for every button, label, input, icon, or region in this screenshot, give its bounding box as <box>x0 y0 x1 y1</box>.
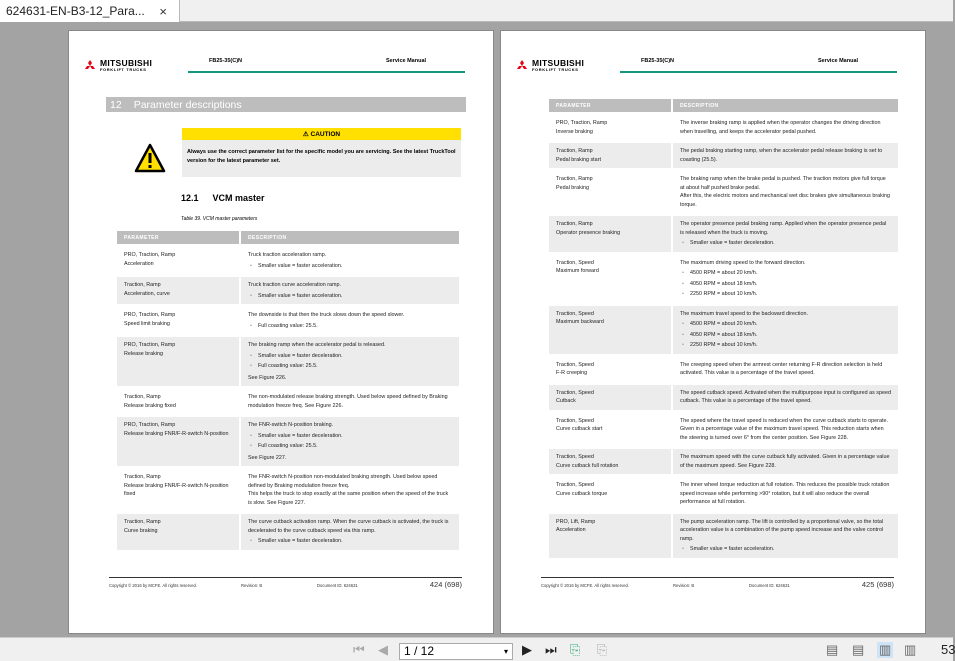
document-id: Document ID: 624631 <box>749 583 790 588</box>
parameter-text: Operator presence braking <box>556 229 621 236</box>
rotate-forward-icon[interactable]: ⎘ <box>597 642 608 657</box>
description-cell <box>671 413 898 447</box>
description-text: The maximum speed with the curve cutback fully activated. Given in a percentage value of the maximum speed. See Figure 228. <box>680 454 890 469</box>
parameter-text: Acceleration, curve <box>124 290 170 297</box>
parameter-text: PRO, Traction, Ramp <box>124 252 176 258</box>
parameter-text: Traction, Ramp <box>556 176 593 182</box>
first-page-icon[interactable]: ⏮ <box>353 642 365 657</box>
table-row <box>549 306 898 354</box>
next-page-icon[interactable]: ▶ <box>522 642 532 657</box>
bullet-item: • 2250 RPM = about 10 km/h. <box>680 341 891 350</box>
revision: Revision: B <box>673 583 695 588</box>
description-text: The speed cutback speed. Activated when the multipurpose input is configured as speed cutback. This value is a percentage of the travel speed. <box>680 389 891 404</box>
description-text: The speed where the travel speed is reduced when the curve cutback starts to operate. Given in a percentage value of the maximum travel speed. This reduction starts when the steering is turned over 6° from the center position. See Figure 228. <box>680 417 888 441</box>
brand: MITSUBISHI <box>100 58 153 68</box>
parameter-text: Traction, Speed <box>556 389 594 396</box>
section-number: 12 <box>110 99 122 111</box>
subsection-heading <box>181 193 279 203</box>
parameter-text: Traction, Ramp <box>124 394 161 400</box>
parameter-text: Traction, Speed <box>556 417 594 424</box>
description-text: The curve cutback activation ramp. When the curve cutback is activated, the truck is decelerated to the curve cutback speed via this ramp. <box>248 519 449 534</box>
model-label: FB25-35(C)N <box>641 58 675 64</box>
page-number: 424 (698) <box>429 580 462 589</box>
parameter-cell <box>549 143 671 168</box>
bullet-item: • Smaller value = faster deceleration. <box>248 537 452 546</box>
description-cell <box>671 171 898 213</box>
description-cell <box>239 417 459 466</box>
parameter-text: Traction, Ramp <box>556 221 593 227</box>
parameter-text: Release braking FNR/F-R-switch N-position fixed <box>124 482 229 497</box>
bullet-item: • Full coasting value: 25.5. <box>248 322 452 331</box>
description-cell <box>671 385 898 410</box>
parameter-cell <box>549 477 671 511</box>
parameter-cell <box>117 389 239 414</box>
table-row <box>549 216 898 252</box>
manual-label: Service Manual <box>818 58 859 64</box>
description-text: The maximum driving speed to the forward direction. <box>680 259 806 266</box>
parameter-text: Curve cutback torque <box>556 490 608 497</box>
col-parameter: PARAMETER <box>549 99 671 112</box>
description-text: See Figure 227. <box>248 454 287 461</box>
mitsubishi-logo <box>515 59 584 72</box>
description-text: The braking ramp when the brake pedal is pushed. The traction motors give full torque at about half pushed brake pedal. <box>680 176 886 191</box>
table-row <box>117 277 459 304</box>
table-row <box>117 514 459 550</box>
description-cell <box>239 389 459 414</box>
description-text: The pedal braking starting ramp, when the accelerator pedal release braking is set to coasting (25.5). <box>680 148 883 163</box>
parameter-cell <box>117 307 239 334</box>
parameter-text: Curve cutback start <box>556 426 603 432</box>
revision: Revision: B <box>241 583 263 588</box>
parameter-cell <box>549 514 671 558</box>
page-footer <box>109 577 462 591</box>
description-text: The maximum travel speed to the backward direction. <box>680 310 808 317</box>
table-row <box>117 469 459 511</box>
description-text: After this, the electric motors and mechanical wet disc brakes give simultaneous braking torque. <box>680 193 891 208</box>
page-value: 1 / 12 <box>404 644 435 658</box>
table-row <box>549 449 898 474</box>
parameter-table <box>549 96 898 561</box>
description-cell <box>239 337 459 386</box>
parameter-cell <box>549 413 671 447</box>
bullet-item: • Smaller value = faster deceleration. <box>248 352 452 361</box>
description-cell <box>239 247 459 274</box>
page-424 <box>68 30 494 634</box>
parameter-text: PRO, Traction, Ramp <box>124 422 176 428</box>
parameter-table <box>117 228 459 553</box>
bullet-item: • 2250 RPM = about 10 km/h. <box>680 290 891 299</box>
table-row <box>117 417 459 466</box>
bullet-item: • 4500 RPM = about 20 km/h. <box>680 269 891 278</box>
viewer-toolbar <box>0 637 953 661</box>
parameter-text: Maximum backward <box>556 319 604 325</box>
parameter-text: Release braking <box>124 350 163 357</box>
bullet-item: • Smaller value = faster acceleration. <box>248 262 452 271</box>
description-cell <box>671 255 898 303</box>
description-text: Truck traction curve acceleration ramp. <box>248 282 341 288</box>
table-row <box>549 143 898 168</box>
bullet-item: • 4050 RPM = about 18 km/h. <box>680 280 891 289</box>
parameter-text: PRO, Traction, Ramp <box>124 312 176 318</box>
parameter-cell <box>549 385 671 410</box>
table-row <box>549 171 898 213</box>
parameter-text: Traction, Ramp <box>124 519 161 525</box>
page-footer <box>541 577 894 591</box>
parameter-cell <box>549 357 671 382</box>
chevron-down-icon[interactable]: ▾ <box>503 647 508 656</box>
continuous-view-icon[interactable]: ▤ <box>852 642 865 657</box>
description-text: This helps the truck to stop exactly at the same position when the speed of the truck is slow. See Figure 227. <box>248 491 449 506</box>
parameter-text: Inverse braking <box>556 128 593 135</box>
table-row <box>549 357 898 382</box>
description-cell <box>671 449 898 474</box>
table-row <box>549 385 898 410</box>
parameter-text: Traction, Speed <box>556 310 594 317</box>
description-cell <box>671 115 898 140</box>
parameter-text: Pedal braking start <box>556 156 601 163</box>
header-rule <box>188 71 465 73</box>
document-id: Document ID: 624631 <box>317 583 358 588</box>
zoom-value[interactable]: 53 <box>941 642 955 657</box>
parameter-text: Traction, Ramp <box>556 148 593 154</box>
description-cell <box>239 307 459 334</box>
warning-icon <box>134 143 166 173</box>
page-number: 425 (698) <box>861 580 894 589</box>
parameter-text: Traction, Speed <box>556 454 594 460</box>
parameter-text: Traction, Speed <box>556 482 594 488</box>
model-label: FB25-35(C)N <box>209 58 243 64</box>
caution-title: ⚠ CAUTION <box>182 128 461 140</box>
description-text: See Figure 226. <box>248 374 287 381</box>
mitsubishi-logo <box>83 59 152 72</box>
description-cell <box>671 143 898 168</box>
parameter-text: Maximum forward <box>556 268 599 274</box>
parameter-text: Curve braking <box>124 527 158 534</box>
description-cell <box>239 277 459 304</box>
parameter-text: PRO, Traction, Ramp <box>556 120 608 126</box>
bullet-item: • Full coasting value: 25.5. <box>248 362 452 371</box>
tab-title: 624631-EN-B3-12_Para... <box>6 4 145 18</box>
parameter-text: Speed limit braking <box>124 320 170 327</box>
section-heading <box>106 97 466 112</box>
parameter-cell <box>117 337 239 386</box>
parameter-text: Traction, Speed <box>556 361 594 368</box>
table-caption: Table 39. VCM master parameters <box>181 216 258 222</box>
caution-text: Always use the correct parameter list for the specific model you are servicing. See the latest TruckTool version for the latest parameter set. <box>182 140 461 177</box>
parameter-cell <box>117 417 239 466</box>
three-diamonds-icon <box>515 60 529 72</box>
header-rule <box>620 71 897 73</box>
description-cell <box>671 357 898 382</box>
parameter-text: Traction, Speed <box>556 259 594 266</box>
parameter-text: PRO, Traction, Ramp <box>124 342 176 348</box>
parameter-cell <box>549 216 671 252</box>
table-row <box>117 307 459 334</box>
description-text: The inner wheel torque reduction at full rotation. This reduces the possible truck rotation speed increase while performing >90° rotation, but it will also reduce the overall performance at full rotation. <box>680 482 890 505</box>
parameter-text: Cutback <box>556 398 576 404</box>
parameter-text: Release braking FNR/F-R-switch N-position <box>124 430 229 437</box>
bullet-item: • 4050 RPM = about 18 km/h. <box>680 331 891 340</box>
parameter-cell <box>549 171 671 213</box>
table-row <box>117 337 459 386</box>
description-text: The creeping speed when the armrest center returning F-R direction selection is held activated. This value is a percentage of the travel speed. <box>680 361 883 376</box>
bullet-item: • Smaller value = faster deceleration. <box>248 432 452 441</box>
bullet-item: • 4500 RPM = about 20 km/h. <box>680 320 891 329</box>
parameter-cell <box>549 306 671 354</box>
document-tab[interactable] <box>0 0 180 22</box>
table-row <box>549 255 898 303</box>
parameter-cell <box>117 469 239 511</box>
close-icon[interactable]: × <box>159 4 167 19</box>
table-row <box>549 115 898 140</box>
copyright: Copyright © 2016 by MCFE. All rights reserved. <box>109 583 198 588</box>
copyright: Copyright © 2016 by MCFE. All rights reserved. <box>541 583 630 588</box>
parameter-cell <box>549 449 671 474</box>
description-cell <box>671 216 898 252</box>
description-cell <box>239 514 459 550</box>
parameter-cell <box>117 514 239 550</box>
description-text: The operator presence pedal braking ramp. Applied when the operator presence pedal is released when the truck is moving. <box>680 221 887 236</box>
previous-page-icon[interactable]: ◀ <box>378 642 388 657</box>
last-page-icon[interactable]: ⏭ <box>545 642 557 657</box>
brand-sub: FORKLIFT TRUCKS <box>100 67 147 72</box>
page-425 <box>500 30 926 634</box>
description-text: The braking ramp when the accelerator pedal is released. <box>248 342 386 348</box>
bullet-item: • Smaller value = faster deceleration. <box>680 239 891 248</box>
caution-box <box>182 128 461 177</box>
page-number-input[interactable] <box>399 643 513 660</box>
parameter-text: Traction, Ramp <box>124 282 161 288</box>
subsection-number: 12.1 <box>181 193 199 203</box>
parameter-text: PRO, Lift, Ramp <box>556 518 596 525</box>
table-row <box>117 389 459 414</box>
rotate-back-icon[interactable]: ⎘ <box>570 642 581 657</box>
parameter-text: F-R creeping <box>556 370 588 376</box>
description-text: The FNR-switch N-position non-modulated braking strength. Used below speed defined by Braking modulation freeze freq. <box>248 474 438 489</box>
table-row <box>549 477 898 511</box>
brand-sub: FORKLIFT TRUCKS <box>532 67 579 72</box>
bullet-item: • Full coasting value: 25.5. <box>248 442 452 451</box>
table-row <box>549 514 898 558</box>
parameter-text: Acceleration <box>124 260 154 267</box>
section-title: Parameter descriptions <box>133 99 242 111</box>
description-cell <box>671 306 898 354</box>
brand: MITSUBISHI <box>532 58 585 68</box>
parameter-text: Curve cutback full rotation <box>556 462 619 469</box>
bullet-item: • Smaller value = faster acceleration. <box>680 545 891 554</box>
two-page-view-icon[interactable]: ▥ <box>879 642 892 657</box>
two-page-continuous-view-icon[interactable]: ▥ <box>904 642 917 657</box>
col-parameter: PARAMETER <box>117 231 239 244</box>
description-text: The downside is that then the truck slows down the speed slower. <box>248 312 405 318</box>
description-text: The inverse braking ramp is applied when the operator changes the driving direction when travelling, and keeps the accelerator pedal pushed. <box>680 120 881 135</box>
single-page-view-icon[interactable]: ▤ <box>826 642 839 657</box>
col-description: DESCRIPTION <box>671 99 898 112</box>
parameter-cell <box>117 247 239 274</box>
description-text: Truck traction acceleration ramp. <box>248 252 327 258</box>
description-cell <box>671 477 898 511</box>
description-text: The FNR-switch N-position braking. <box>248 422 334 428</box>
parameter-cell <box>117 277 239 304</box>
parameter-text: Pedal braking <box>556 184 589 191</box>
parameter-cell <box>549 115 671 140</box>
three-diamonds-icon <box>83 60 97 72</box>
description-text: The non-modulated release braking strength. Used below speed defined by Braking modulation freeze freq. See Figure 226. <box>248 394 448 409</box>
table-row <box>549 413 898 447</box>
col-description: DESCRIPTION <box>239 231 459 244</box>
bullet-item: • Smaller value = faster acceleration. <box>248 292 452 301</box>
table-row <box>117 247 459 274</box>
parameter-text: Acceleration <box>556 527 586 533</box>
parameter-text: Traction, Ramp <box>124 474 161 480</box>
description-cell <box>671 514 898 558</box>
subsection-title: VCM master <box>212 193 265 203</box>
parameter-cell <box>549 255 671 303</box>
manual-label: Service Manual <box>386 58 427 64</box>
description-text: The pump acceleration ramp. The lift is controlled by a proportional valve, so the total acceleration value is a combination of the pump speed increase and the valve control ramp. <box>680 518 884 542</box>
description-cell <box>239 469 459 511</box>
tab-bar <box>0 0 953 22</box>
parameter-text: Release braking fixed <box>124 402 176 409</box>
